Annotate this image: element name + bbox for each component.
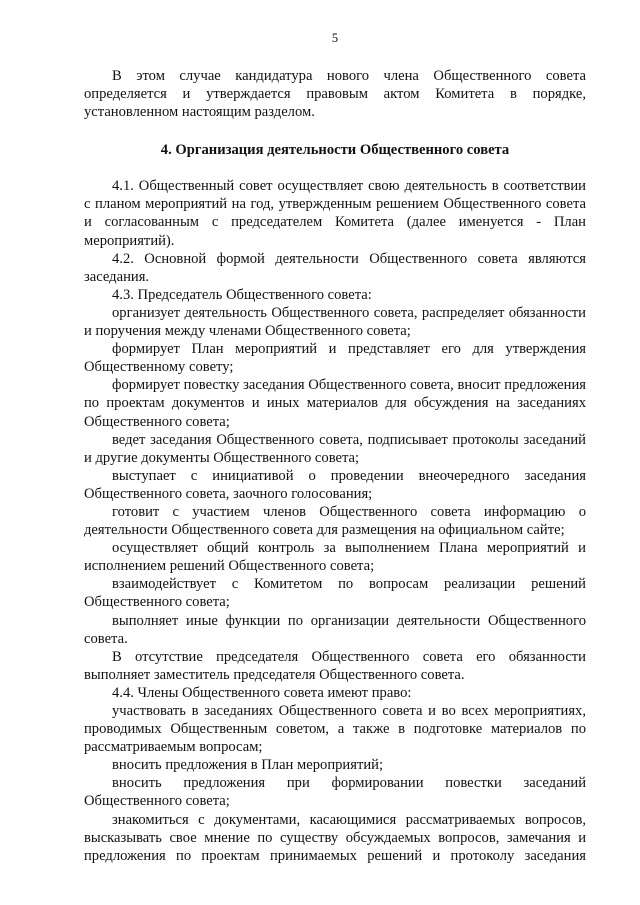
chair-duty-information: готовит с участием членов Общественного совета информацию о деятельности Общественного совета для размещения на официальном сайте; [84,503,586,539]
chair-duty-agenda: формирует повестку заседания Общественного совета, вносит предложения по проектам документов и иных материалов для обсуждения на заседаниях Общественного совета; [84,377,586,430]
paragraph-4-4: 4.4. Члены Общественного совета имеют право: [112,684,412,701]
paragraph-4-3: 4.3. Председатель Общественного совета: [112,286,372,303]
member-right-documents: знакомиться с документами, касающимися рассматриваемых вопросов, высказывать свое мнение по существу обсуждаемых вопросов, замечания и предложения по проектам принимаемых решений и протоколу заседания [84,811,586,864]
chair-duty-control: осуществляет общий контроль за выполнением Плана мероприятий и исполнением решений Общественного совета; [84,540,586,575]
chair-duty-interaction: взаимодействует с Комитетом по вопросам реализации решений Общественного совета; [84,576,586,611]
section-heading: 4. Организация деятельности Общественного совета [160,142,510,159]
member-right-plan-proposals: вносить предложения в План мероприятий; [112,757,383,774]
chair-duty-initiative: выступает с инициативой о проведении внеочередного заседания Общественного совета, заочного голосования; [84,467,586,502]
paragraph-4-1: 4.1. Общественный совет осуществляет свою деятельность в соответствии с планом мероприятий на год, утвержденным решением Общественного совета и согласованным с председателем Комитета (далее именуется - План мероприятий). [84,178,586,249]
deputy-paragraph: В отсутствие председателя Общественного совета его обязанности выполняет заместитель председателя Общественного совета. [84,648,586,683]
chair-duty-other: выполняет иные функции по организации деятельности Общественного совета. [84,612,586,647]
chair-duty-organizes: организует деятельность Общественного совета, распределяет обязанности и поручения между членами Общественного совета; [84,304,586,340]
intro-paragraph: В этом случае кандидатура нового члена Общественного совета определяется и утверждается правовым актом Комитета в порядке, установленном настоящим разделом. [84,68,586,121]
chair-duty-conducts: ведет заседания Общественного совета, подписывает протоколы заседаний и другие документы Общественного совета; [84,431,586,466]
page-number: 5 [331,31,339,45]
paragraph-4-2: 4.2. Основной формой деятельности Общественного совета являются заседания. [84,250,586,285]
member-right-agenda-proposals: вносить предложения при формировании повестки заседаний Общественного совета; [84,775,586,810]
document-page [84,30,586,865]
member-right-participate: участвовать в заседаниях Общественного совета и во всех мероприятиях, проводимых Общественным советом, а также в подготовке материалов по рассматриваемым вопросам; [84,703,586,756]
chair-duty-plan: формирует План мероприятий и представляет его для утверждения Общественному совету; [84,341,586,376]
